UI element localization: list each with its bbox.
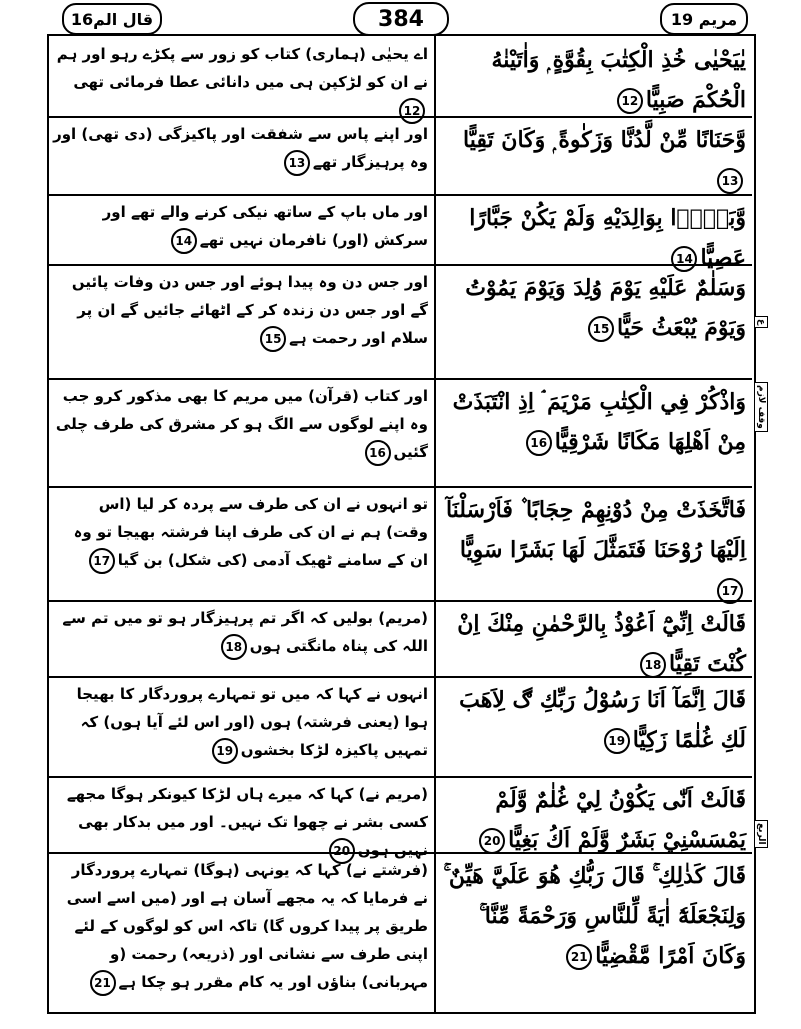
row-separator <box>47 486 752 488</box>
arabic-text: وَسَلٰمٌ عَلَيْهِ يَوْمَ وُلِدَ وَيَوْمَ يَمُوْتُ وَيَوْمَ يُبْعَثُ حَيًّا <box>465 275 746 341</box>
row-separator <box>47 676 752 678</box>
arabic-text: قَالَ اِنَّمَآ اَنَا رَسُوْلُ رَبِّكِ ڰ لِاَهَبَ لَكِ غُلٰمًا زَكِيًّا <box>459 687 746 753</box>
urdu-translation <box>53 268 428 376</box>
verse-number-badge: 16 <box>365 440 391 466</box>
arabic-verse <box>440 680 746 774</box>
arabic-verse <box>440 198 746 271</box>
urdu-translation <box>53 604 428 674</box>
arabic-text: وَّحَنَانًا مِّنْ لَّدُنَّا وَزَكٰوةً ۭ وَكَانَ تَقِيًّا <box>463 127 746 153</box>
verse-number-badge: 13 <box>717 168 743 194</box>
row-separator <box>47 776 752 778</box>
surah-title: مریم 19 <box>660 3 748 35</box>
arabic-text: قَالَتْ اَنّٰى يَكُوْنُ لِيْ غُلٰمٌ وَّلَمْ يَمْسَسْنِيْ بَشَرٌ وَّلَمْ اَكُ بَغِيًّا <box>495 787 746 853</box>
ruku-marker: ع <box>754 316 768 328</box>
row-separator <box>47 852 752 854</box>
urdu-text: (فرشتے نے) کہا کہ یونہی (ہوگا) تمہارے پروردگار نے فرمایا کہ یہ مجھے آسان ہے اور (میں اسے اسی طریق پر پیدا کروں گا) تاکہ اس کو لوگوں کے لئے اپنی طرف سے نشانی اور (ذریعہ) رحمت (و مہربانی) بناؤں اور یہ کام مقرر ہو چکا ہے <box>66 861 428 991</box>
row-separator <box>47 264 752 266</box>
urdu-translation <box>53 856 428 1010</box>
arabic-verse <box>440 604 746 677</box>
waqf-lazim-marker: وقف لازم <box>754 382 768 432</box>
verse-number-badge: 12 <box>617 88 643 114</box>
verse-number-badge: 15 <box>588 316 614 342</box>
row-separator <box>47 194 752 196</box>
quarter-marker: الربع <box>754 820 768 848</box>
urdu-text: (مریم) بولیں کہ اگر تم پرہیزگار ہو تو میں تم سے اللہ کی پناہ مانگتی ہوں <box>62 609 428 655</box>
urdu-translation <box>53 382 428 484</box>
verse-number-badge: 20 <box>329 838 355 864</box>
row-separator <box>47 600 752 602</box>
verse-number-badge: 14 <box>671 246 697 272</box>
juz-title: قال الم16 <box>62 3 162 35</box>
row-separator <box>47 116 752 118</box>
verse-number-badge: 13 <box>284 150 310 176</box>
arabic-verse <box>440 120 746 192</box>
urdu-text: انہوں نے کہا کہ میں تو تمہارے پروردگار کا بھیجا ہوا (یعنی فرشتہ) ہوں (اور اس لئے آیا ہوں) کہ تمہیں پاکیزہ لڑکا بخشوں <box>76 685 428 759</box>
arabic-text: يٰيَحْيٰى خُذِ الْكِتٰبَ بِقُوَّةٍ ۭ وَاٰتَيْنٰهُ الْحُكْمَ صَبِيًّا <box>491 47 746 113</box>
urdu-translation <box>53 490 428 598</box>
arabic-verse <box>440 856 746 1010</box>
verse-number-badge: 12 <box>399 98 425 124</box>
urdu-text: اے یحیٰی (ہماری) کتاب کو زور سے پکڑے رہو اور ہم نے ان کو لڑکپن ہی میں دانائی عطا فرمائی تھی <box>56 45 428 91</box>
urdu-translation <box>53 120 428 192</box>
urdu-translation <box>53 40 428 118</box>
urdu-translation <box>53 198 428 262</box>
column-divider <box>434 34 436 1014</box>
urdu-text: اور اپنے پاس سے شفقت اور پاکیزگی (دی تھی) اور وہ پرہیزگار تھے <box>53 125 428 171</box>
verse-number-badge: 19 <box>604 728 630 754</box>
arabic-text: قَالَ كَذٰلِكِ ۚ قَالَ رَبُّكِ هُوَ عَلَيَّ هَيِّنٌ ۚ وَلِنَجْعَلَهٗٓ اٰيَةً لِّلنَّاسِ وَرَحْمَةً مِّنَّا ۚ وَكَانَ اَمْرًا مَّقْضِيًّا <box>443 863 746 969</box>
urdu-text: اور ماں باپ کے ساتھ نیکی کرنے والے تھے اور سرکش (اور) نافرمان نہیں تھے <box>102 203 428 249</box>
urdu-text: (مریم نے) کہا کہ میرے ہاں لڑکا کیونکر ہوگا مجھے کسی بشر نے چھوا تک نہیں۔ اور میں بدکار بھی نہیں ہوں <box>66 785 428 859</box>
verse-number-badge: 21 <box>90 970 116 996</box>
arabic-verse <box>440 490 746 598</box>
arabic-verse <box>440 382 746 484</box>
urdu-translation <box>53 780 428 859</box>
arabic-verse <box>440 780 746 853</box>
arabic-text: وَّبَرًّۢا بِوَالِدَيْهِ وَلَمْ يَكُنْ جَبَّارًا عَصِيًّا <box>469 205 746 271</box>
verse-number-badge: 16 <box>526 430 552 456</box>
verse-number-badge: 18 <box>640 652 666 678</box>
urdu-translation <box>53 680 428 774</box>
arabic-verse <box>440 40 746 114</box>
urdu-text: تو انہوں نے ان کی طرف سے پردہ کر لیا (اس وقت) ہم نے ان کی طرف اپنا فرشتہ بھیجا تو وہ ان کے سامنے ٹھیک آدمی (کی شکل) بن گیا <box>73 495 428 569</box>
verse-number-badge: 17 <box>89 548 115 574</box>
arabic-text: قَالَتْ اِنِّيْٓ اَعُوْذُ بِالرَّحْمٰنِ مِنْكَ اِنْ كُنْتَ تَقِيًّا <box>457 611 746 677</box>
urdu-text: اور جس دن وہ پیدا ہوئے اور جس دن وفات پائیں گے اور جس دن زندہ کر کے اٹھائے جائیں گے ان پر سلام اور رحمت ہے <box>71 273 428 347</box>
page-number: 384 <box>353 2 449 36</box>
verse-number-badge: 18 <box>221 634 247 660</box>
arabic-text: فَاتَّخَذَتْ مِنْ دُوْنِهِمْ حِجَابًا ۫ فَاَرْسَلْنَآ اِلَيْهَا رُوْحَنَا فَتَمَثَّلَ لَهَا بَشَرًا سَوِيًّا <box>445 497 746 563</box>
verse-number-badge: 15 <box>260 326 286 352</box>
verse-number-badge: 14 <box>171 228 197 254</box>
verse-number-badge: 21 <box>566 944 592 970</box>
verse-number-badge: 17 <box>717 578 743 604</box>
arabic-verse <box>440 268 746 376</box>
row-separator <box>47 378 752 380</box>
arabic-text: وَاذْكُرْ فِي الْكِتٰبِ مَرْيَمَ ۘ اِذِ انْتَبَذَتْ مِنْ اَهْلِهَا مَكَانًا شَرْقِيًّا <box>452 389 746 455</box>
verse-number-badge: 20 <box>479 828 505 854</box>
verse-number-badge: 19 <box>212 738 238 764</box>
urdu-text: اور کتاب (قرآن) میں مریم کا بھی مذکور کرو جب وہ اپنے لوگوں سے الگ ہو کر مشرق کی طرف چلی گئیں <box>55 387 428 461</box>
